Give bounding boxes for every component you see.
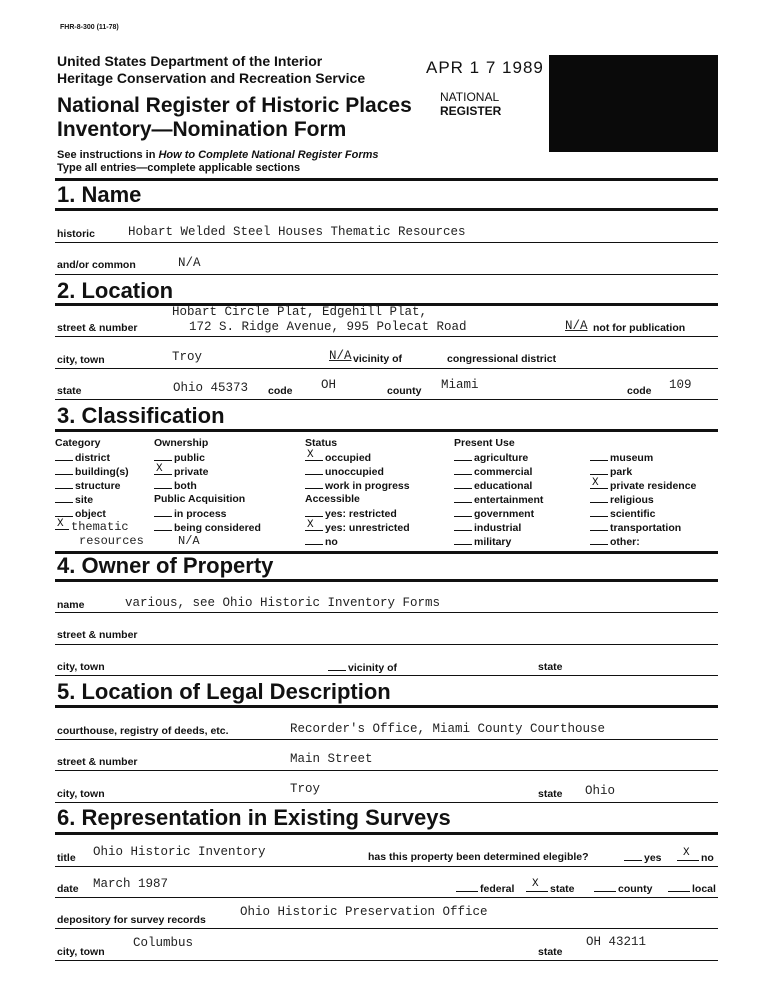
survey-date-label: date	[57, 883, 79, 895]
checkbox-item[interactable]	[305, 479, 410, 493]
checkbox-line[interactable]	[590, 479, 608, 489]
checkbox-line[interactable]	[55, 451, 73, 461]
checkbox-label: work in progress	[325, 480, 410, 492]
checkbox-label: religious	[610, 494, 654, 506]
level-federal: federal	[456, 882, 514, 895]
historic-label: historic	[57, 228, 95, 240]
ownership-heading: Ownership	[154, 437, 209, 449]
checkbox-label: in process	[174, 508, 227, 520]
checkbox-label: no	[325, 536, 338, 548]
checkbox-label: entertainment	[474, 494, 544, 506]
rule	[55, 960, 718, 961]
checkbox-mark: X	[156, 463, 163, 475]
form-subtitle: Inventory—Nomination Form	[57, 118, 347, 141]
checkbox-label: district	[75, 452, 111, 464]
checkbox-line[interactable]	[454, 465, 472, 475]
owner-name-label: name	[57, 599, 85, 611]
rule	[55, 336, 718, 337]
checkbox-label: occupied	[325, 452, 372, 464]
received-date-stamp: APR 1 7 1989	[426, 58, 544, 77]
checkbox-mark: X	[307, 519, 314, 531]
checkbox-line[interactable]	[454, 521, 472, 531]
common-name-label: and/or common	[57, 259, 136, 271]
checkbox-item[interactable]	[590, 493, 696, 507]
instructions-type: Type all entries—complete applicable sections	[57, 162, 301, 174]
checkbox-line[interactable]	[305, 479, 323, 489]
rule	[55, 866, 718, 867]
legal-state-label: state	[538, 788, 563, 800]
checkbox-line[interactable]	[55, 465, 73, 475]
owner-vicinity: vicinity of	[328, 661, 397, 674]
checkbox-line[interactable]	[305, 521, 323, 531]
checkbox-line[interactable]	[55, 479, 73, 489]
checkbox-line[interactable]	[305, 465, 323, 475]
checkbox-mark: X	[592, 477, 599, 489]
checkbox-line[interactable]	[55, 507, 73, 517]
eligible-no: X no	[677, 851, 714, 864]
rule	[55, 368, 718, 369]
checkbox-item[interactable]	[305, 535, 410, 549]
form-title: National Register of Historic Places	[57, 94, 412, 117]
county-value: Miami	[441, 378, 479, 392]
divider	[55, 429, 718, 432]
rule	[55, 928, 718, 929]
checkbox-label: transportation	[610, 522, 682, 534]
acquisition-list	[154, 507, 261, 535]
checkbox-label: structure	[75, 480, 121, 492]
courthouse-value: Recorder's Office, Miami County Courthouse	[290, 722, 606, 736]
checkbox-label: being considered	[174, 522, 261, 534]
legal-city-value: Troy	[290, 782, 321, 796]
checkbox-item[interactable]	[305, 521, 410, 535]
state-value: Ohio 45373	[173, 381, 249, 395]
checkbox-item[interactable]	[590, 451, 696, 465]
checkbox-item[interactable]	[590, 521, 696, 535]
present-use-list-right	[590, 451, 696, 549]
department-name: United States Department of the Interior	[57, 53, 323, 69]
state-label: state	[57, 385, 82, 397]
owner-city-label: city, town	[57, 661, 105, 673]
code-value: OH	[321, 378, 337, 392]
survey-title-value: Ohio Historic Inventory	[93, 845, 266, 859]
checkbox-line[interactable]	[305, 507, 323, 517]
section-1-title: 1. Name	[57, 182, 142, 207]
county-code-value: 109	[669, 378, 692, 392]
checkbox-item[interactable]	[154, 479, 208, 493]
depository-city-value: Columbus	[133, 936, 194, 950]
depository-value: Ohio Historic Preservation Office	[240, 905, 488, 919]
vicinity-label: vicinity of	[353, 353, 403, 365]
section-5-title: 5. Location of Legal Description	[57, 679, 391, 704]
legal-street-label: street & number	[57, 756, 138, 768]
checkbox-item[interactable]	[154, 521, 261, 535]
checkbox-line[interactable]	[454, 479, 472, 489]
code-label: code	[268, 385, 293, 397]
acquisition-value: N/A	[178, 534, 200, 548]
legal-city-label: city, town	[57, 788, 105, 800]
section-6-title: 6. Representation in Existing Surveys	[57, 805, 451, 830]
checkbox-line[interactable]	[590, 493, 608, 503]
checkbox-item[interactable]	[55, 493, 129, 507]
level-local: local	[668, 882, 716, 895]
section-4-title: 4. Owner of Property	[57, 553, 274, 578]
checkbox-line[interactable]	[154, 521, 172, 531]
checkbox-line[interactable]	[590, 465, 608, 475]
checkbox-label: site	[75, 494, 94, 506]
checkbox-line[interactable]	[55, 493, 73, 503]
status-list	[305, 451, 410, 493]
checkbox-label: agriculture	[474, 452, 529, 464]
stamp-line-2: REGISTER	[440, 104, 502, 118]
checkbox-item[interactable]	[590, 479, 696, 493]
owner-state-label: state	[538, 661, 563, 673]
accessible-list	[305, 507, 410, 549]
checkbox-item[interactable]	[454, 521, 543, 535]
ownership-list	[154, 451, 208, 493]
owner-street-label: street & number	[57, 629, 138, 641]
checkbox-item[interactable]	[305, 507, 410, 521]
checkbox-line[interactable]	[154, 507, 172, 517]
checkbox-item[interactable]	[590, 507, 696, 521]
common-name-value: N/A	[178, 256, 201, 270]
checkbox-label: building(s)	[75, 466, 129, 478]
eligible-label: has this property been determined elegible?	[368, 851, 589, 863]
checkbox-item[interactable]	[154, 507, 261, 521]
category-resources: resources	[79, 534, 144, 548]
depository-label: depository for survey records	[57, 914, 206, 926]
checkbox-item[interactable]	[454, 451, 543, 465]
historic-value: Hobart Welded Steel Houses Thematic Resources	[128, 225, 466, 239]
divider	[55, 832, 718, 835]
checkbox-mark: X	[307, 449, 314, 461]
checkbox-item[interactable]	[55, 465, 129, 479]
vicinity-value: N/A	[329, 349, 352, 363]
survey-date-value: March 1987	[93, 877, 169, 891]
street-value-line1: Hobart Circle Plat, Edgehill Plat,	[172, 305, 428, 319]
checkbox-item[interactable]	[305, 451, 410, 465]
status-heading: Status	[305, 437, 338, 449]
checkbox-label: military	[474, 536, 512, 548]
not-for-publication-value: N/A	[565, 319, 588, 333]
checkbox-item[interactable]	[454, 493, 543, 507]
checkbox-line[interactable]	[590, 521, 608, 531]
checkbox-label: commercial	[474, 466, 533, 478]
checkbox-line[interactable]	[590, 535, 608, 545]
category-thematic: X thematic	[57, 518, 129, 534]
category-heading: Category	[55, 437, 101, 449]
checkbox-label: public	[174, 452, 205, 464]
checkbox-label: object	[75, 508, 106, 520]
present-use-list-left	[454, 451, 543, 549]
checkbox-item[interactable]	[454, 535, 543, 549]
checkbox-line[interactable]	[305, 535, 323, 545]
not-for-publication-label: not for publication	[593, 322, 686, 334]
checkbox-line[interactable]	[154, 451, 172, 461]
rule	[55, 897, 718, 898]
checkbox-label: park	[610, 466, 633, 478]
divider	[55, 705, 718, 708]
rule	[55, 274, 718, 275]
checkbox-label: educational	[474, 480, 533, 492]
depository-city-label: city, town	[57, 946, 105, 958]
form-code: FHR-8-300 (11-78)	[60, 24, 119, 31]
checkbox-line[interactable]	[305, 451, 323, 461]
service-name: Heritage Conservation and Recreation Service	[57, 70, 366, 86]
city-value: Troy	[172, 350, 203, 364]
category-list	[55, 451, 129, 521]
present-use-heading: Present Use	[454, 437, 515, 449]
checkbox-line[interactable]	[590, 451, 608, 461]
owner-name-value: various, see Ohio Historic Inventory Forms	[125, 596, 441, 610]
checkbox-line[interactable]	[454, 507, 472, 517]
street-number-label: street & number	[57, 322, 138, 334]
survey-title-label: title	[57, 852, 76, 864]
checkbox-item[interactable]	[305, 465, 410, 479]
rule	[55, 242, 718, 243]
county-label: county	[387, 385, 422, 397]
checkbox-item[interactable]	[454, 465, 543, 479]
section-3-title: 3. Classification	[57, 403, 225, 428]
rule	[55, 739, 718, 740]
rule	[55, 399, 718, 400]
checkbox-label: industrial	[474, 522, 522, 534]
checkbox-label: yes: unrestricted	[325, 522, 410, 534]
checkbox-item[interactable]	[55, 507, 129, 521]
checkbox-item[interactable]	[55, 479, 129, 493]
eligible-yes: yes	[624, 851, 662, 864]
instructions-line: See instructions in How to Complete National Register Forms	[57, 149, 379, 161]
checkbox-line[interactable]	[154, 465, 172, 475]
street-value-line2: 172 S. Ridge Avenue, 995 Polecat Road	[189, 320, 467, 334]
checkbox-label: museum	[610, 452, 654, 464]
checkbox-label: other:	[610, 536, 640, 548]
congressional-district-label: congressional district	[447, 353, 557, 365]
divider	[55, 579, 718, 582]
checkbox-item[interactable]	[55, 451, 129, 465]
depository-state-label: state	[538, 946, 563, 958]
rule	[55, 802, 718, 803]
rule	[55, 675, 718, 676]
checkbox-item[interactable]	[454, 479, 543, 493]
checkbox-line[interactable]	[154, 479, 172, 489]
checkbox-item[interactable]	[590, 535, 696, 549]
public-acquisition-heading: Public Acquisition	[154, 493, 246, 505]
legal-street-value: Main Street	[290, 752, 373, 766]
stamp-line-1: NATIONAL	[440, 90, 500, 104]
checkbox-item[interactable]	[154, 465, 208, 479]
checkbox-label: both	[174, 480, 197, 492]
divider	[55, 178, 718, 181]
rule	[55, 644, 718, 645]
level-county: county	[594, 882, 652, 895]
checkbox-label: private residence	[610, 480, 697, 492]
checkbox-line[interactable]	[454, 535, 472, 545]
checkbox-label: unoccupied	[325, 466, 384, 478]
rule	[55, 770, 718, 771]
depository-state-value: OH 43211	[586, 935, 647, 949]
checkbox-line[interactable]	[454, 493, 472, 503]
divider	[55, 208, 718, 211]
checkbox-item[interactable]	[454, 507, 543, 521]
checkbox-line[interactable]	[454, 451, 472, 461]
checkbox-line[interactable]	[590, 507, 608, 517]
accessible-heading: Accessible	[305, 493, 360, 505]
checkbox-label: private	[174, 466, 209, 478]
county-code-label: code	[627, 385, 652, 397]
legal-state-value: Ohio	[585, 784, 616, 798]
checkbox-item[interactable]	[590, 465, 696, 479]
level-state: X state	[526, 882, 575, 895]
redacted-block	[549, 55, 718, 152]
city-label: city, town	[57, 354, 105, 366]
checkbox-label: government	[474, 508, 535, 520]
checkbox-label: scientific	[610, 508, 656, 520]
courthouse-label: courthouse, registry of deeds, etc.	[57, 725, 229, 737]
checkbox-label: yes: restricted	[325, 508, 397, 520]
section-2-title: 2. Location	[57, 278, 174, 303]
rule	[55, 612, 718, 613]
